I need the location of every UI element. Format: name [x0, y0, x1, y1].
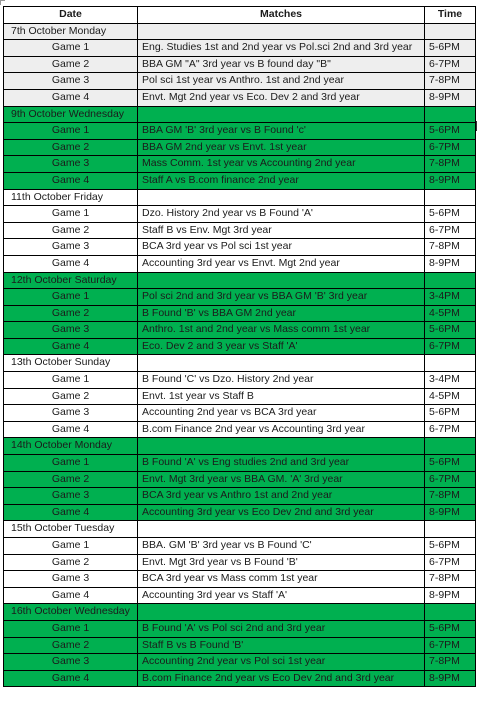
day-header-row: [4, 604, 476, 621]
game-row: [4, 73, 476, 90]
match-description: B Found 'B' vs BBA GM 2nd year: [138, 305, 425, 322]
empty-cell: [138, 438, 425, 455]
game-row: [4, 239, 476, 256]
time-slot: 3-4PM: [425, 372, 476, 389]
game-row: [4, 654, 476, 671]
game-label: Game 4: [4, 670, 138, 687]
game-label: Game 2: [4, 637, 138, 654]
game-row: [4, 637, 476, 654]
game-row: [4, 554, 476, 571]
match-description: Staff B vs Env. Mgt 3rd year: [138, 222, 425, 239]
game-row: [4, 620, 476, 637]
time-slot: 5-6PM: [425, 620, 476, 637]
game-row: [4, 123, 476, 140]
game-label: Game 4: [4, 504, 138, 521]
match-description: B Found 'A' vs Pol sci 2nd and 3rd year: [138, 620, 425, 637]
game-label: Game 1: [4, 206, 138, 223]
day-label: 11th October Friday: [4, 189, 138, 206]
game-label: Game 4: [4, 338, 138, 355]
time-slot: 6-7PM: [425, 338, 476, 355]
day-label: 9th October Wednesday: [4, 106, 138, 123]
schedule-sheet: [3, 6, 476, 687]
time-slot: 4-5PM: [425, 305, 476, 322]
day-label: 16th October Wednesday: [4, 604, 138, 621]
match-description: B.com Finance 2nd year vs Eco Dev 2nd and 3rd year: [138, 670, 425, 687]
game-label: Game 1: [4, 123, 138, 140]
time-slot: 7-8PM: [425, 156, 476, 173]
time-slot: 8-9PM: [425, 172, 476, 189]
game-row: [4, 255, 476, 272]
day-header-row: [4, 355, 476, 372]
game-row: [4, 405, 476, 422]
empty-cell: [425, 521, 476, 538]
day-label: 12th October Saturday: [4, 272, 138, 289]
header-row: [4, 7, 476, 24]
match-description: Envt. 1st year vs Staff B: [138, 388, 425, 405]
day-label: 15th October Tuesday: [4, 521, 138, 538]
match-description: Staff A vs B.com finance 2nd year: [138, 172, 425, 189]
game-label: Game 2: [4, 471, 138, 488]
game-row: [4, 89, 476, 106]
match-description: B Found 'A' vs Eng studies 2nd and 3rd year: [138, 455, 425, 472]
time-slot: 7-8PM: [425, 488, 476, 505]
game-row: [4, 206, 476, 223]
game-label: Game 4: [4, 172, 138, 189]
time-slot: 8-9PM: [425, 670, 476, 687]
game-label: Game 2: [4, 388, 138, 405]
game-row: [4, 139, 476, 156]
game-label: Game 3: [4, 405, 138, 422]
day-label: 7th October Monday: [4, 23, 138, 40]
empty-cell: [138, 355, 425, 372]
game-row: [4, 670, 476, 687]
game-label: Game 1: [4, 289, 138, 306]
game-label: Game 1: [4, 40, 138, 57]
empty-cell: [425, 106, 476, 123]
empty-cell: [138, 189, 425, 206]
empty-cell: [425, 189, 476, 206]
game-label: Game 3: [4, 488, 138, 505]
game-row: [4, 372, 476, 389]
match-description: B.com Finance 2nd year vs Accounting 3rd year: [138, 421, 425, 438]
match-description: Accounting 3rd year vs Eco Dev 2nd and 3rd year: [138, 504, 425, 521]
game-label: Game 1: [4, 372, 138, 389]
game-row: [4, 222, 476, 239]
time-slot: 5-6PM: [425, 206, 476, 223]
game-label: Game 1: [4, 620, 138, 637]
game-label: Game 3: [4, 322, 138, 339]
match-description: Envt. Mgt 3rd year vs B Found 'B': [138, 554, 425, 571]
match-description: Pol sci 2nd and 3rd year vs BBA GM 'B' 3rd year: [138, 289, 425, 306]
match-description: BBA GM "A" 3rd year vs B found day "B": [138, 56, 425, 73]
time-slot: 6-7PM: [425, 637, 476, 654]
match-description: BCA 3rd year vs Anthro 1st and 2nd year: [138, 488, 425, 505]
empty-cell: [138, 604, 425, 621]
time-slot: 4-5PM: [425, 388, 476, 405]
game-row: [4, 305, 476, 322]
time-slot: 8-9PM: [425, 504, 476, 521]
match-schedule-table: [3, 6, 476, 687]
game-label: Game 3: [4, 73, 138, 90]
time-slot: 6-7PM: [425, 554, 476, 571]
empty-cell: [425, 23, 476, 40]
match-description: Eco. Dev 2 and 3 year vs Staff 'A': [138, 338, 425, 355]
day-header-row: [4, 106, 476, 123]
day-header-row: [4, 521, 476, 538]
day-header-row: [4, 272, 476, 289]
game-row: [4, 56, 476, 73]
match-description: Accounting 2nd year vs Pol sci 1st year: [138, 654, 425, 671]
time-slot: 7-8PM: [425, 654, 476, 671]
game-label: Game 2: [4, 56, 138, 73]
matches-header: Matches: [138, 7, 425, 24]
match-description: BCA 3rd year vs Pol sci 1st year: [138, 239, 425, 256]
time-slot: 3-4PM: [425, 289, 476, 306]
day-header-row: [4, 23, 476, 40]
match-description: BBA GM 'B' 3rd year vs B Found 'c': [138, 123, 425, 140]
time-slot: 6-7PM: [425, 56, 476, 73]
game-label: Game 2: [4, 305, 138, 322]
match-description: Eng. Studies 1st and 2nd year vs Pol.sci 2nd and 3rd year: [138, 40, 425, 57]
empty-cell: [425, 438, 476, 455]
schedule-body: [4, 23, 476, 687]
match-description: Dzo. History 2nd year vs B Found 'A': [138, 206, 425, 223]
game-row: [4, 289, 476, 306]
empty-cell: [425, 604, 476, 621]
game-row: [4, 571, 476, 588]
game-row: [4, 504, 476, 521]
game-row: [4, 471, 476, 488]
game-row: [4, 388, 476, 405]
game-row: [4, 455, 476, 472]
match-description: Envt. Mgt 2nd year vs Eco. Dev 2 and 3rd year: [138, 89, 425, 106]
day-label: 14th October Monday: [4, 438, 138, 455]
match-description: BBA GM 2nd year vs Envt. 1st year: [138, 139, 425, 156]
date-header: Date: [4, 7, 138, 24]
empty-cell: [138, 272, 425, 289]
match-description: Pol sci 1st year vs Anthro. 1st and 2nd year: [138, 73, 425, 90]
game-label: Game 3: [4, 239, 138, 256]
match-description: Staff B vs B Found 'B': [138, 637, 425, 654]
time-slot: 5-6PM: [425, 322, 476, 339]
time-slot: 5-6PM: [425, 538, 476, 555]
game-label: Game 2: [4, 554, 138, 571]
match-description: BBA. GM 'B' 3rd year vs B Found 'C': [138, 538, 425, 555]
time-slot: 7-8PM: [425, 73, 476, 90]
game-label: Game 4: [4, 89, 138, 106]
game-label: Game 3: [4, 156, 138, 173]
match-description: Anthro. 1st and 2nd year vs Mass comm 1st year: [138, 322, 425, 339]
game-label: Game 4: [4, 587, 138, 604]
cell-corner-marker: [0, 0, 5, 5]
time-slot: 5-6PM: [425, 40, 476, 57]
game-row: [4, 172, 476, 189]
game-row: [4, 587, 476, 604]
time-slot: 8-9PM: [425, 255, 476, 272]
game-row: [4, 322, 476, 339]
day-header-row: [4, 438, 476, 455]
game-label: Game 4: [4, 255, 138, 272]
game-label: Game 2: [4, 139, 138, 156]
game-row: [4, 421, 476, 438]
game-label: Game 3: [4, 654, 138, 671]
empty-cell: [138, 23, 425, 40]
match-description: Mass Comm. 1st year vs Accounting 2nd year: [138, 156, 425, 173]
time-slot: 6-7PM: [425, 139, 476, 156]
time-header: Time: [425, 7, 476, 24]
time-slot: 5-6PM: [425, 455, 476, 472]
game-row: [4, 338, 476, 355]
day-header-row: [4, 189, 476, 206]
game-label: Game 1: [4, 538, 138, 555]
time-slot: 5-6PM: [425, 123, 476, 140]
time-slot: 6-7PM: [425, 421, 476, 438]
match-description: Envt. Mgt 3rd year vs BBA GM. 'A' 3rd year: [138, 471, 425, 488]
game-row: [4, 40, 476, 57]
empty-cell: [138, 521, 425, 538]
time-slot: 5-6PM: [425, 405, 476, 422]
time-slot: 6-7PM: [425, 222, 476, 239]
match-description: Accounting 3rd year vs Envt. Mgt 2nd year: [138, 255, 425, 272]
time-slot: 8-9PM: [425, 587, 476, 604]
time-slot: 8-9PM: [425, 89, 476, 106]
time-slot: 7-8PM: [425, 571, 476, 588]
game-row: [4, 488, 476, 505]
day-label: 13th October Sunday: [4, 355, 138, 372]
game-row: [4, 156, 476, 173]
game-label: Game 4: [4, 421, 138, 438]
match-description: BCA 3rd year vs Mass comm 1st year: [138, 571, 425, 588]
empty-cell: [425, 272, 476, 289]
match-description: B Found 'C' vs Dzo. History 2nd year: [138, 372, 425, 389]
empty-cell: [425, 355, 476, 372]
cursor-marker: [476, 121, 477, 131]
game-label: Game 3: [4, 571, 138, 588]
empty-cell: [138, 106, 425, 123]
match-description: Accounting 3rd year vs Staff 'A': [138, 587, 425, 604]
match-description: Accounting 2nd year vs BCA 3rd year: [138, 405, 425, 422]
game-row: [4, 538, 476, 555]
time-slot: 7-8PM: [425, 239, 476, 256]
time-slot: 6-7PM: [425, 471, 476, 488]
game-label: Game 1: [4, 455, 138, 472]
game-label: Game 2: [4, 222, 138, 239]
